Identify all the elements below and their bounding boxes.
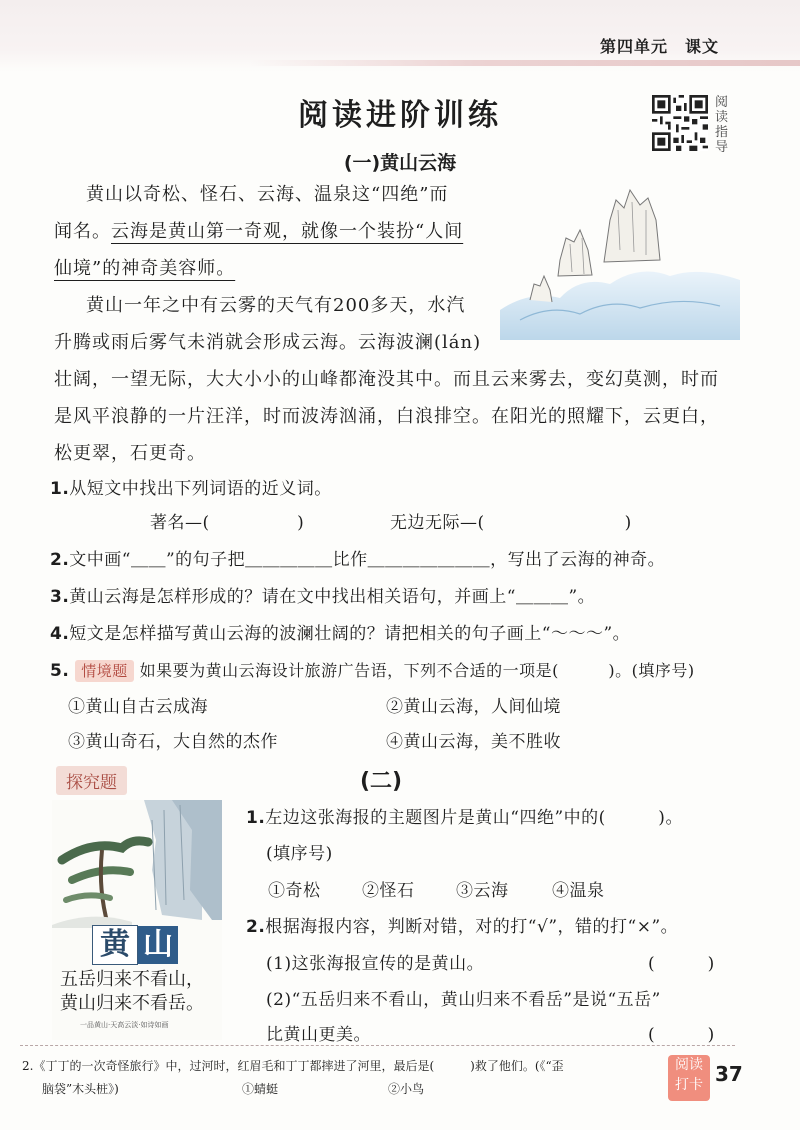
option[interactable]: ④黄山云海，美不胜收 (386, 732, 561, 752)
footer-divider (20, 1045, 735, 1046)
poster-char: 山 (138, 926, 178, 964)
option[interactable]: ④温泉 (552, 881, 605, 901)
question-3 (50, 582, 595, 612)
badge-text: 阅读 (675, 1057, 703, 1073)
question-text: 左边这张海报的主题图片是黄山“四绝”中的( )。 (265, 808, 683, 828)
page-number: 37 (715, 1062, 743, 1086)
question-number: 1. (50, 479, 70, 499)
option[interactable]: ③云海 (456, 881, 509, 901)
reading-guide-label (715, 95, 731, 155)
question-1 (50, 474, 332, 504)
option[interactable]: ①奇松 (268, 881, 321, 901)
question-number: 5. (50, 661, 70, 681)
statement: 比黄山更美。 (266, 1025, 371, 1045)
section1-subtitle: (一)黄山云海 (343, 152, 457, 174)
situation-tag: 情境题 (75, 660, 134, 682)
question-text: 文中画“＿＿”的句子把＿＿＿＿＿比作＿＿＿＿＿＿＿，写出了云海的神奇。 (69, 550, 666, 570)
answer-blank[interactable]: 著名—( ) (150, 513, 305, 533)
passage-line (54, 250, 235, 287)
passage-line: 壮阔，一望无际，大大小小的山峰都淹没其中。而且云来雾去，变幻莫测，时而 (54, 369, 719, 390)
question-4 (50, 619, 630, 649)
s2-question-1 (246, 803, 683, 833)
option[interactable]: ③黄山奇石，大自然的杰作 (68, 732, 278, 752)
poster-title-box (92, 925, 180, 963)
question-5 (50, 656, 695, 686)
option[interactable]: ①蜻蜓 (242, 1082, 279, 1096)
question-text: 黄山云海是怎样形成的？请在文中找出相关语句，并画上“＿＿＿”。 (69, 587, 596, 607)
passage-line: 黄山一年之中有云雾的天气有200多天，水汽 (86, 295, 466, 316)
question-number: 2. (50, 550, 70, 570)
inquiry-tag: 探究题 (56, 766, 127, 795)
unit-label: 第四单元 课文 (600, 37, 720, 56)
option[interactable]: ②黄山云海，人间仙境 (386, 697, 561, 717)
passage-text: 闻名。 (54, 221, 111, 242)
footer-question: 脑袋”木头桩》) (42, 1082, 119, 1096)
question-text: (填序号) (266, 844, 333, 864)
answer-paren[interactable]: ( ) (648, 1025, 715, 1045)
poster-verse: 黄山归来不看岳。 (60, 993, 204, 1014)
footer-question: 2.《丁丁的一次奇怪旅行》中，过河时，红眉毛和丁丁都摔进了河里，最后是( )救了他们。(《“歪 (22, 1059, 564, 1073)
statement: (2)“五岳归来不看山，黄山归来不看岳”是说“五岳” (266, 990, 661, 1010)
answer-paren[interactable]: ( ) (648, 954, 715, 974)
passage-line: 是风平浪静的一片汪洋，时而波涛汹涌，白浪排空。在阳光的照耀下，云更白， (54, 406, 719, 427)
passage-line: 升腾或雨后雾气未消就会形成云海。云海波澜(lán) (54, 332, 482, 353)
question-text: 从短文中找出下列词语的近义词。 (69, 479, 332, 499)
mountain-cloud-illustration (500, 180, 740, 340)
answer-blank[interactable]: 无边无际—( ) (390, 513, 632, 533)
question-text: 如果要为黄山云海设计旅游广告语，下列不合适的一项是( )。(填序号) (139, 661, 695, 680)
passage-line: 松更翠，石更奇。 (54, 443, 206, 464)
poster-slogan: 一品黄山·天高云淡·如诗如画 (80, 1021, 169, 1029)
page-title: 阅读进阶训练 (298, 98, 502, 133)
qr-code-icon[interactable] (652, 95, 708, 151)
statement: (1)这张海报宣传的是黄山。 (266, 954, 485, 974)
guide-char: 导 (715, 140, 729, 155)
option[interactable]: ①黄山自古云成海 (68, 697, 208, 717)
passage-line: 黄山以奇松、怪石、云海、温泉这“四绝”而 (86, 184, 449, 205)
s2-question-2 (246, 912, 678, 942)
option[interactable]: ②小鸟 (388, 1082, 425, 1096)
guide-char: 阅 (715, 95, 729, 110)
question-number: 3. (50, 587, 70, 607)
reading-checkin-badge[interactable] (668, 1055, 710, 1101)
poster-char: 黄 (92, 925, 138, 965)
section2-heading: (二) (360, 769, 403, 794)
header-decoration (250, 60, 800, 66)
guide-char: 指 (715, 125, 729, 140)
passage-line (54, 213, 463, 250)
badge-text: 打卡 (675, 1077, 703, 1093)
question-2 (50, 545, 665, 575)
guide-char: 读 (715, 110, 729, 125)
question-text: 短文是怎样描写黄山云海的波澜壮阔的？请把相关的句子画上“～～～”。 (69, 624, 631, 644)
underlined-sentence: 仙境”的神奇美容师。 (54, 258, 236, 279)
question-text: 根据海报内容，判断对错，对的打“√”，错的打“×”。 (265, 917, 679, 937)
underlined-sentence: 云海是黄山第一奇观，就像一个装扮“人间 (111, 221, 464, 242)
question-number: 4. (50, 624, 70, 644)
question-number: 2. (246, 917, 266, 937)
question-number: 1. (246, 808, 266, 828)
option[interactable]: ②怪石 (362, 881, 415, 901)
poster-verse: 五岳归来不看山， (60, 969, 204, 990)
